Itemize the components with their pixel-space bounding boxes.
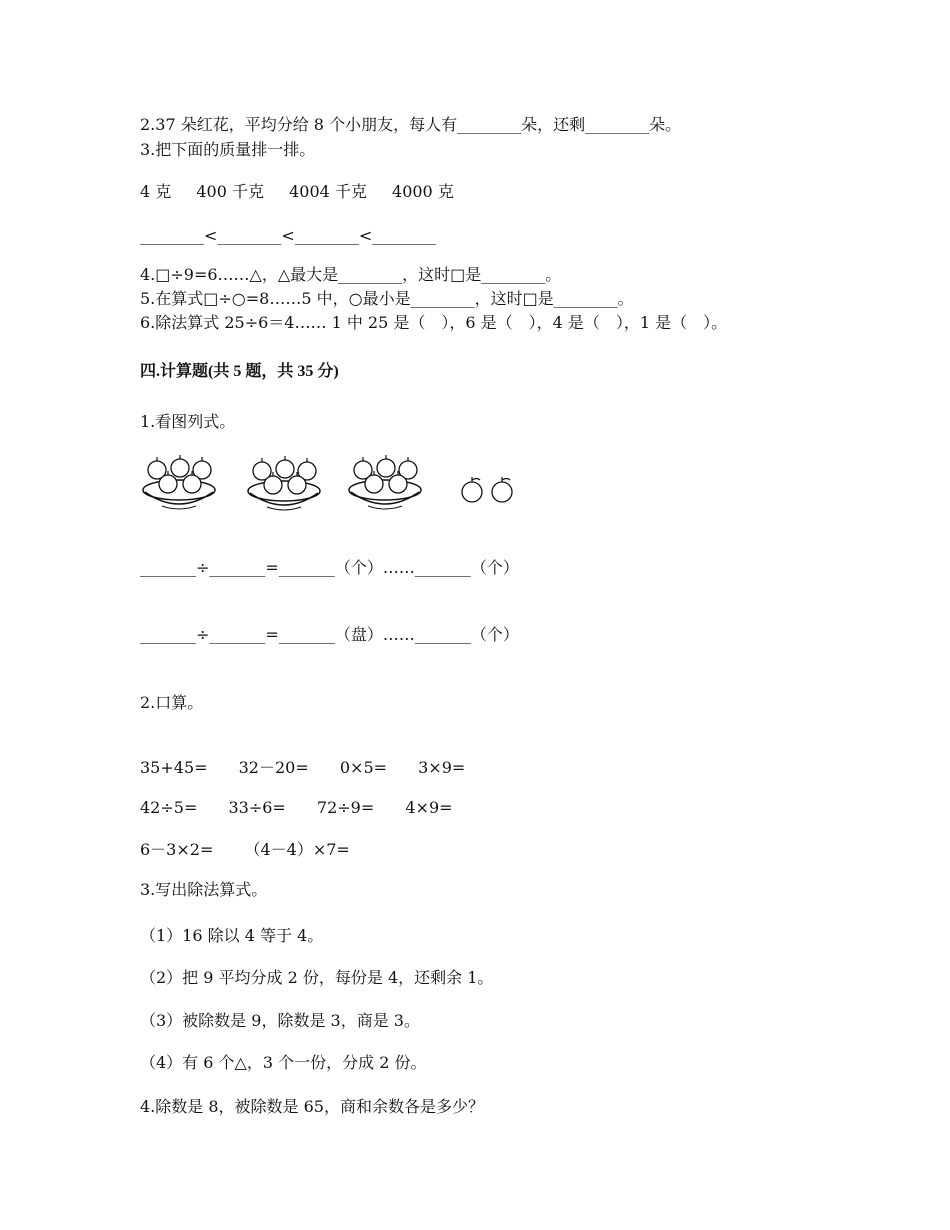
division-item: （2）把 9 平均分成 2 份，每份是 4，还剩余 1。: [140, 968, 494, 987]
oral-row: [140, 758, 465, 778]
oral-item: 42÷5=: [140, 798, 198, 817]
oral-item: （4－4）×7=: [244, 840, 350, 859]
mass-item: 4 克: [140, 182, 172, 201]
oral-item: 4×9=: [405, 798, 453, 817]
mass-item: 4004 千克: [289, 182, 367, 201]
apple-plate: [143, 455, 215, 509]
calc-question-4: 4.除数是 8，被除数是 65，商和余数各是多少？: [140, 1097, 484, 1116]
oral-item: 3×9=: [418, 758, 466, 777]
question-5-text: 5.在算式□÷○=8……5 中，○最小是________，这时□是________。: [140, 289, 634, 308]
question-6-text: 6.除法算式 25÷6＝4…… 1 中 25 是（ ），6 是（ ），4 是（ ），1 是（ ）。: [140, 313, 728, 332]
oral-item: 33÷6=: [228, 798, 286, 817]
question-2-text: 2.37 朵红花，平均分给 8 个小朋友，每人有________朵，还剩________朵。: [140, 115, 682, 134]
section-heading: 四.计算题(共 5 题，共 35 分): [140, 363, 339, 380]
calc-question-2: 2.口算。: [140, 693, 204, 712]
oral-item: 6－3×2=: [140, 840, 214, 859]
apple-plate: [349, 455, 421, 509]
single-apple: [492, 477, 512, 502]
question-4-text: 4.□÷9=6……△，△最大是________，这时□是________。: [140, 265, 562, 284]
division-item: （3）被除数是 9，除数是 3，商是 3。: [140, 1011, 420, 1030]
mass-list: [140, 182, 454, 202]
division-item: （4）有 6 个△，3 个一份，分成 2 份。: [140, 1053, 427, 1072]
oral-item: 32－20=: [238, 758, 309, 777]
oral-item: 0×5=: [339, 758, 388, 777]
oral-item: 72÷9=: [316, 798, 375, 817]
division-item: （1）16 除以 4 等于 4。: [140, 926, 324, 945]
question-3-text: 3.把下面的质量排一排。: [140, 140, 316, 159]
calc-question-1: 1.看图列式。: [140, 412, 236, 431]
apple-plate: [248, 456, 320, 510]
oral-item: 35+45=: [140, 758, 208, 777]
oral-row: [140, 798, 453, 818]
oral-row: [140, 840, 350, 860]
formula-blanks-a: _______÷_______=_______（个）……_______（个）: [140, 558, 519, 577]
calc-question-3: 3.写出除法算式。: [140, 880, 268, 899]
single-apple: [462, 477, 482, 502]
mass-item: 4000 克: [392, 182, 454, 201]
formula-blanks-b: _______÷_______=_______（盘）……_______（个）: [140, 625, 519, 644]
mass-item: 400 千克: [196, 182, 265, 201]
order-blanks: ________<________<________<________: [140, 226, 437, 245]
apple-plates-image: [140, 452, 530, 524]
